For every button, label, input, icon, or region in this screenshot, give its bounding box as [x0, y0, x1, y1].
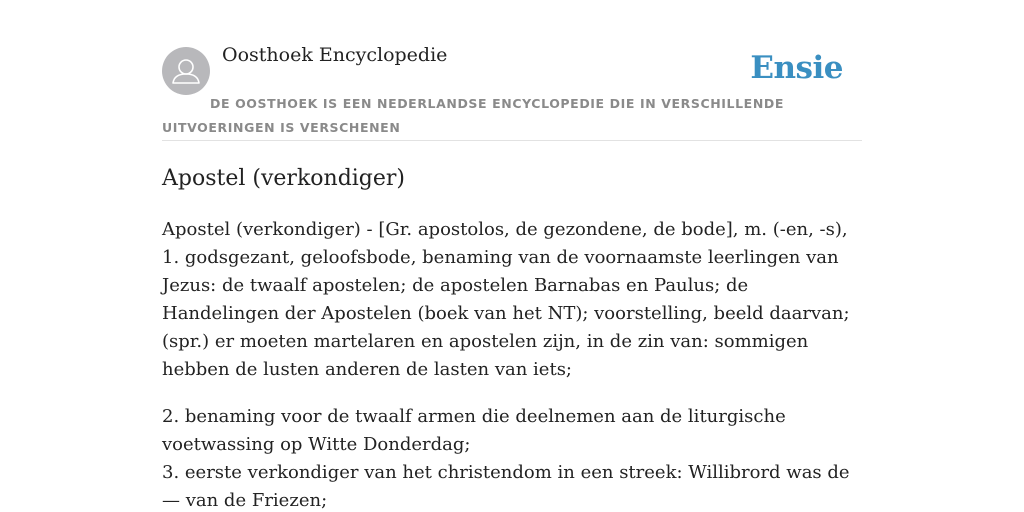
article-paragraph-1 [162, 216, 862, 384]
site-header [162, 40, 862, 141]
article-paragraph-2 [162, 403, 862, 512]
brand-logo-link[interactable]: Ensie [750, 50, 843, 86]
user-avatar-icon[interactable] [162, 47, 210, 95]
site-tagline: DE OOSTHOEK IS EEN NEDERLANDSE ENCYCLOPEDIE DIE IN VERSCHILLENDE UITVOERINGEN IS VERSCHENEN [162, 96, 784, 135]
article-title: Apostel (verkondiger) [162, 166, 406, 191]
article-paragraph-text: Apostel (verkondiger) - [Gr. apostolos, de gezondene, de bode], m. (-en, -s), 1. godsgezant, geloofsbode, benaming van de voornaamste leerlingen van Jezus: de twaalf apostelen; de apostelen Barnabas en Paulus; de Handelingen der Apostelen (boek van het NT); voorstelling, beeld daarvan; (spr.) er moeten martelaren en apostelen zijn, in de zin van: sommigen hebben de lusten anderen de lasten van iets; [162, 219, 850, 380]
article-paragraph-text: 3. eerste verkondiger van het christendom in een streek: Willibrord was de — van de Friezen; [162, 462, 850, 511]
site-name[interactable]: Oosthoek Encyclopedie [222, 44, 448, 66]
article-paragraph-text: 2. benaming voor de twaalf armen die deelnemen aan de liturgische voetwassing op Witte Donderdag; [162, 406, 786, 455]
user-avatar-svg [162, 47, 210, 95]
article [162, 160, 862, 512]
